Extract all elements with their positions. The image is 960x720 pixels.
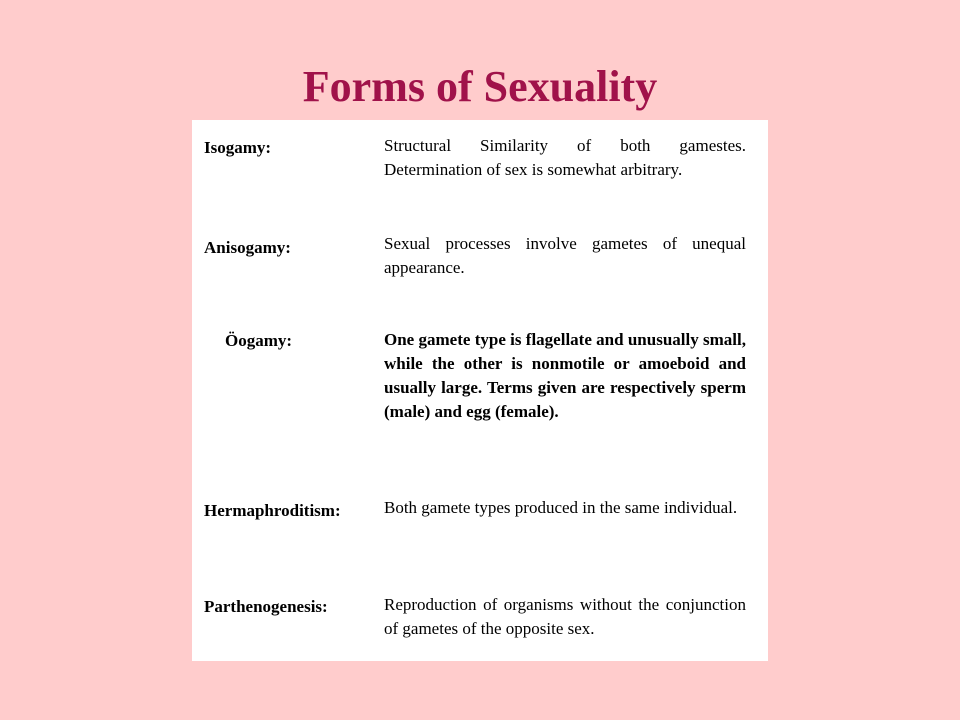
- term-hermaphroditism: Hermaphroditism:: [204, 501, 341, 520]
- term-isogamy: Isogamy:: [204, 138, 272, 157]
- definitions-panel: [192, 120, 768, 661]
- term-parthenogenesis: Parthenogenesis:: [204, 597, 328, 616]
- term-oogamy: Öogamy:: [225, 331, 293, 350]
- definition-oogamy: One gamete type is flagellate and unusually small, while the other is nonmotile or amoeboid and usually large. Terms given are respectively sperm (male) and egg (female).: [384, 330, 746, 421]
- definition-parthenogenesis: Reproduction of organisms without the conjunction of gametes of the opposite sex.: [384, 595, 746, 638]
- definition-isogamy: Structural Similarity of both gamestes. Determination of sex is somewhat arbitrary.: [384, 136, 746, 179]
- definition-anisogamy: Sexual processes involve gametes of unequal appearance.: [384, 234, 746, 277]
- slide-title: Forms of Sexuality: [302, 62, 658, 111]
- definition-hermaphroditism: Both gamete types produced in the same individual.: [384, 498, 738, 517]
- term-anisogamy: Anisogamy:: [204, 238, 291, 257]
